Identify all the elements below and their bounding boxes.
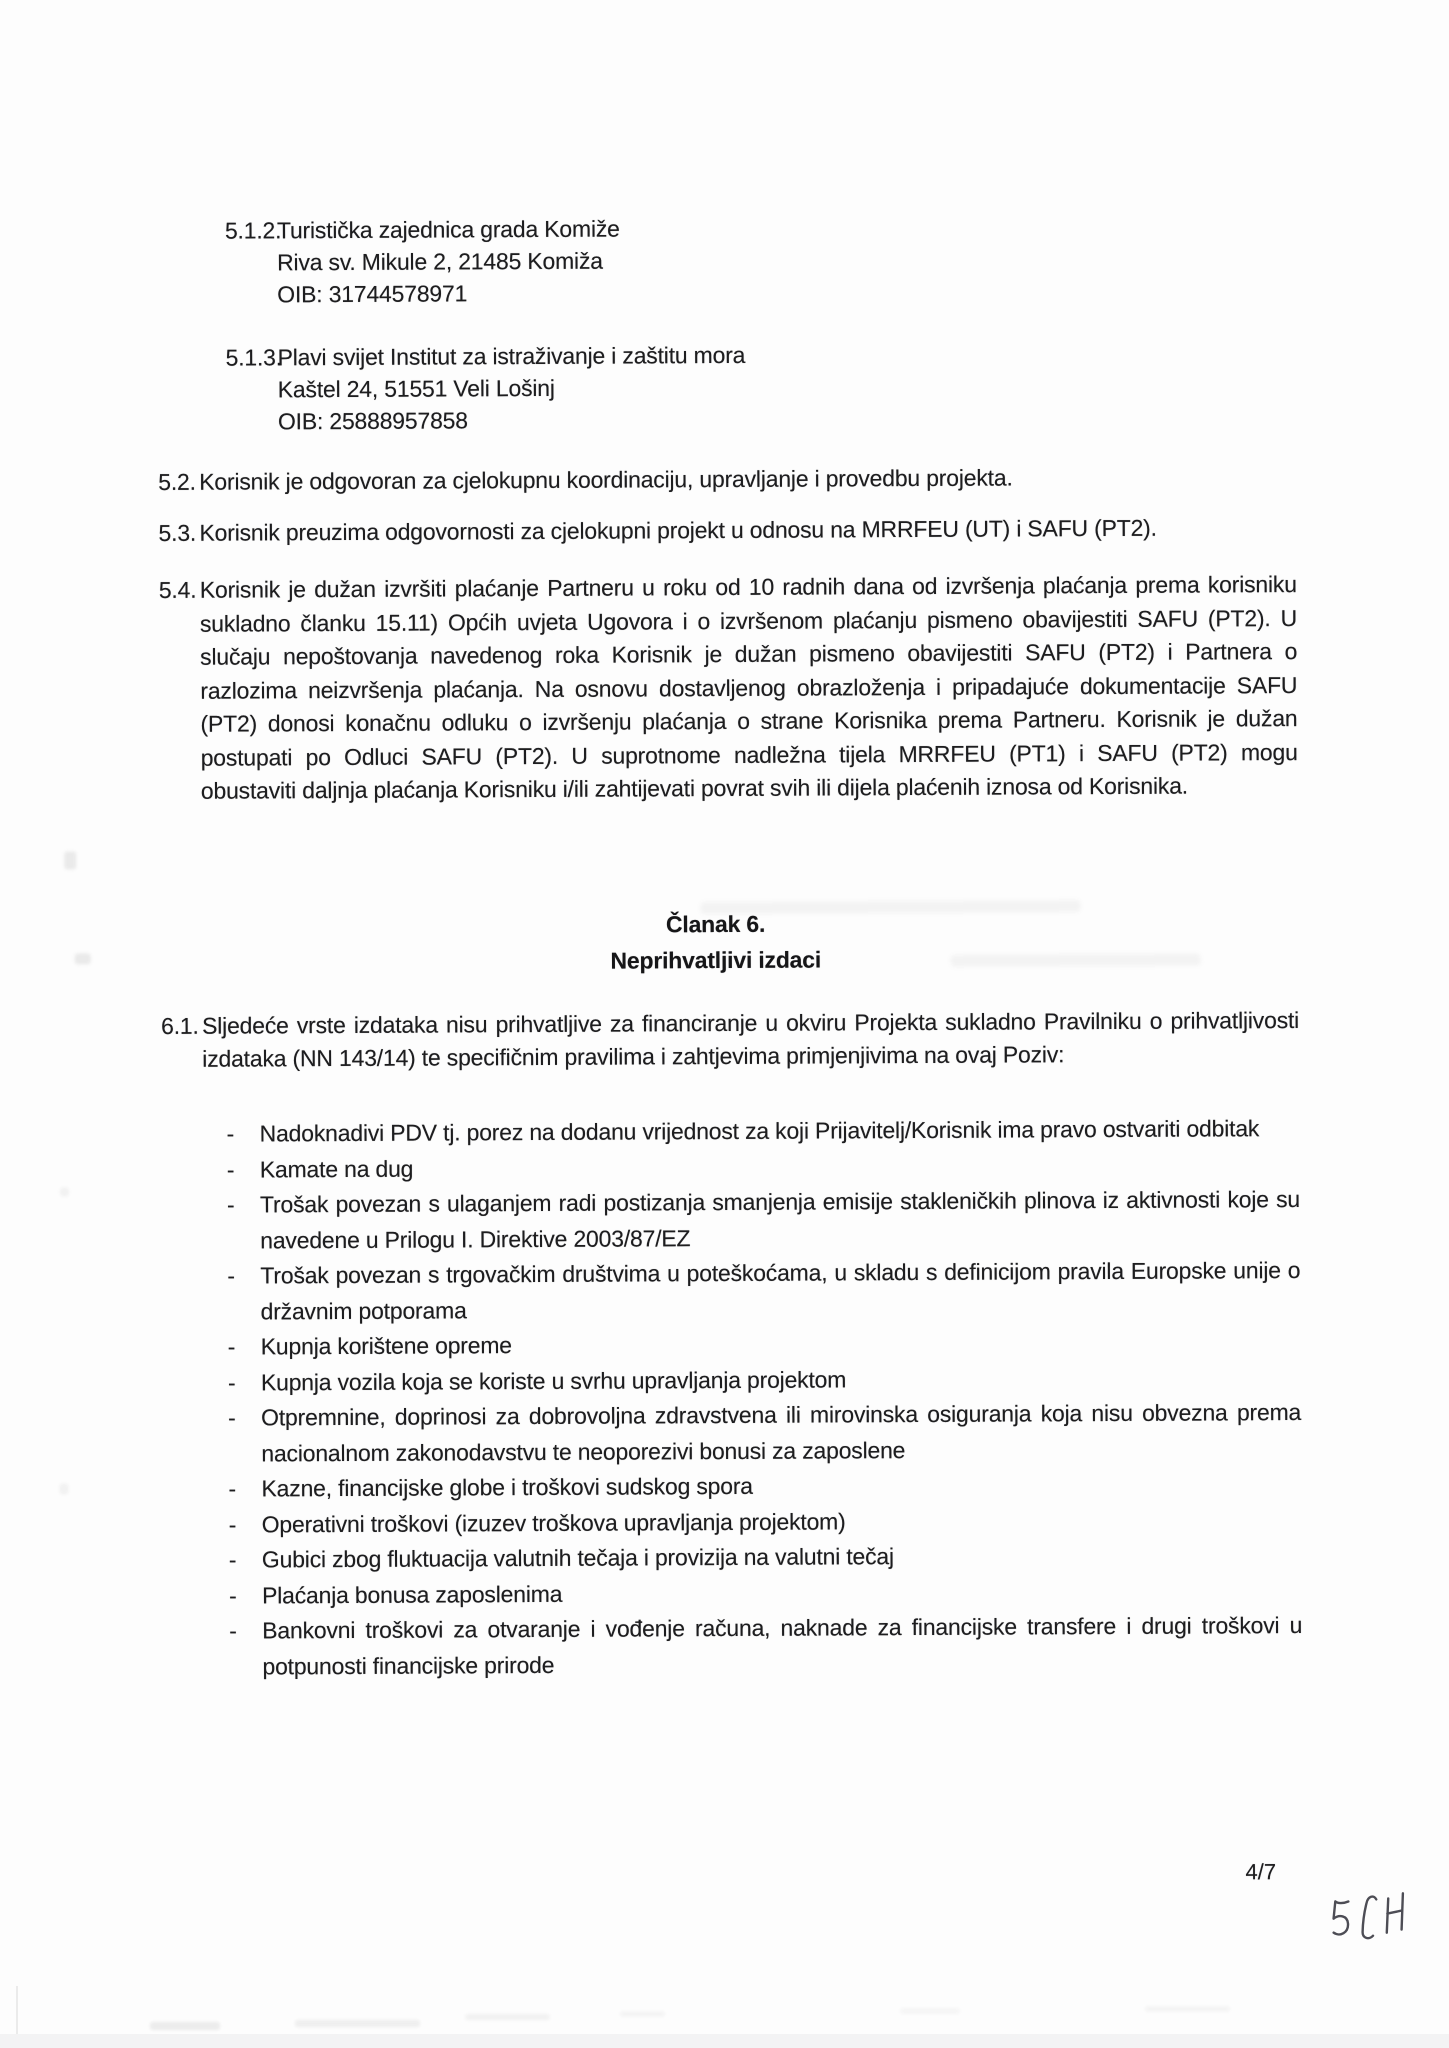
clause-text: Korisnik je dužan izvršiti plaćanje Partneru u roku od 10 radnih dana od izvršenja plaćanja prema korisniku sukladno članku 15.11) Općih uvjeta Ugovora i o izvršenom plaćanju pismeno obavijestiti SAFU (PT2). U slučaju nepoštovanja navedenog roka Korisnik je dužan pismeno obavijestiti SAFU (PT2) i Partnera o razlozima neizvršenja plaćanja. Na osnovu dostavljenog obrazloženja i pripadajuće dokumentacije SAFU (PT2) donosi konačnu odluku o izvršenju plaćanja o strane Korisnika prema Partneru. Korisnik je dužan postupati po Odluci SAFU (PT2). U suprotnome nadležna tijela MRRFEU (PT1) i SAFU (PT2) mogu obustaviti daljnja plaćanja Korisniku i/ili zahtijevati povrat svih ili dijela plaćenih iznosa od Korisnika.	[199, 571, 1298, 804]
list-item	[227, 1182, 1300, 1259]
list-item-marker: -	[227, 1369, 236, 1396]
list-item-text: Plaćanja bonusa zaposlenima	[261, 1580, 563, 1608]
ineligible-expenses-list	[227, 1111, 1303, 1685]
clause-number: 5.3.	[158, 519, 197, 546]
party-number: 5.1.3.	[225, 344, 283, 371]
list-item-marker: -	[229, 1617, 237, 1644]
handwritten-initials	[1323, 1883, 1424, 1956]
list-item-text: Kamate na dug	[259, 1155, 414, 1182]
list-item-text: Kazne, financijske globe i troškovi sudskog spora	[261, 1472, 753, 1502]
scan-smudge	[900, 2008, 960, 2014]
list-item-marker: -	[228, 1404, 236, 1431]
list-item-text: Gubici zbog fluktuacija valutnih tečaja i provizija na valutni tečaj	[261, 1543, 894, 1573]
article-title: Članak 6.	[665, 910, 766, 938]
scan-smudge	[1145, 2006, 1230, 2012]
party-address: Riva sv. Mikule 2, 21485 Komiža	[277, 247, 603, 276]
clause-6-1	[161, 1004, 1299, 1075]
clause-5-3	[158, 511, 1296, 550]
party-block-5-1-3	[225, 339, 745, 438]
list-item	[229, 1572, 1302, 1613]
party-number: 5.1.2.	[224, 217, 282, 244]
clause-number: 6.1.	[161, 1012, 199, 1039]
party-oib: OIB: 25888957858	[277, 407, 468, 435]
clause-text: Korisnik preuzima odgovornosti za cjelokupni projekt u odnosu na MRRFEU (UT) i SAFU (PT2).	[199, 514, 1157, 546]
list-item	[227, 1146, 1300, 1187]
list-item	[227, 1111, 1300, 1152]
scan-speck	[64, 851, 76, 869]
list-item-marker: -	[226, 1120, 235, 1147]
list-item-marker: -	[227, 1262, 235, 1289]
list-item	[229, 1537, 1302, 1578]
party-name: Turistička zajednica grada Komiže	[276, 215, 620, 244]
scan-ghost-mark	[700, 900, 1080, 914]
list-item	[228, 1466, 1301, 1507]
list-item-marker: -	[226, 1156, 235, 1183]
scan-speck	[75, 953, 91, 964]
scan-smudge	[620, 2011, 665, 2017]
list-item	[228, 1324, 1301, 1365]
scan-smudge	[295, 2020, 420, 2027]
scan-speck	[60, 1187, 69, 1196]
list-item-text: Kupnja korištene opreme	[260, 1332, 512, 1360]
page-number: 4/7	[1245, 1859, 1277, 1885]
clause-text: Sljedeće vrste izdataka nisu prihvatljive za financiranje u okviru Projekta sukladno Pravilniku o prihvatljivosti izdataka (NN 143/14) te specifičnim pravilima i zahtjevima primjenjivima na ovaj Poziv:	[202, 1006, 1300, 1072]
party-block-5-1-2	[225, 213, 620, 311]
list-item	[229, 1608, 1302, 1685]
list-item-marker: -	[228, 1582, 237, 1609]
clause-text: Korisnik je odgovoran za cjelokupnu koordinaciju, upravljanje i provedbu projekta.	[199, 464, 1013, 495]
scan-bottom-edge	[0, 2034, 1449, 2048]
scan-ghost-mark	[951, 954, 1201, 967]
party-name: Plavi svijet Institut za istraživanje i zaštitu mora	[277, 341, 746, 371]
clause-number: 5.2.	[158, 468, 196, 495]
clause-number: 5.4.	[158, 576, 197, 603]
scan-smudge	[150, 2022, 220, 2030]
list-item-text: Otpremnine, doprinosi za dobrovoljna zdravstvena ili mirovinska osiguranja koja nisu obvezna prema nacionalnom zakonodavstvu te neoporezivi bonusi za zaposlene	[261, 1398, 1302, 1466]
list-item	[227, 1253, 1300, 1330]
list-item-marker: -	[228, 1511, 237, 1538]
party-oib: OIB: 31744578971	[277, 280, 468, 308]
scan-speck	[59, 1483, 68, 1494]
party-address: Kaštel 24, 51551 Veli Lošinj	[277, 374, 555, 403]
list-item-text: Nadoknadivi PDV tj. porez na dodanu vrijednost za koji Prijavitelj/Korisnik ima pravo ostvariti odbitak	[259, 1115, 1260, 1147]
list-item-text: Bankovni troškovi za otvaranje i vođenje računa, naknade za financijske transfere i drugi troškovi u potpunosti financijske prirode	[262, 1611, 1303, 1679]
list-item-marker: -	[228, 1546, 237, 1573]
article-heading	[160, 903, 1270, 981]
article-subtitle: Neprihvatljivi izdaci	[610, 946, 822, 974]
list-item	[228, 1395, 1301, 1472]
scan-smudge	[465, 2014, 550, 2020]
list-item-text: Operativni troškovi (izuzev troškova upravljanja projektom)	[261, 1507, 846, 1537]
list-item-text: Trošak povezan s trgovačkim društvima u poteškoćama, u skladu s definicijom pravila Europske unije o državnim potporama	[260, 1256, 1301, 1324]
clause-5-4	[159, 568, 1298, 808]
list-item-text: Trošak povezan s ulaganjem radi postizanja smanjenja emisije stakleničkih plinova iz aktivnosti koje su navedene u Prilogu I. Direktive 2003/87/EZ	[259, 1185, 1301, 1253]
clause-5-2	[158, 460, 1296, 499]
list-item	[228, 1359, 1301, 1400]
list-item-text: Kupnja vozila koja se koriste u svrhu upravljanja projektom	[260, 1365, 847, 1395]
list-item-marker: -	[226, 1191, 235, 1218]
list-item	[229, 1501, 1302, 1542]
list-item-marker: -	[227, 1333, 236, 1360]
list-item-marker: -	[228, 1475, 237, 1502]
